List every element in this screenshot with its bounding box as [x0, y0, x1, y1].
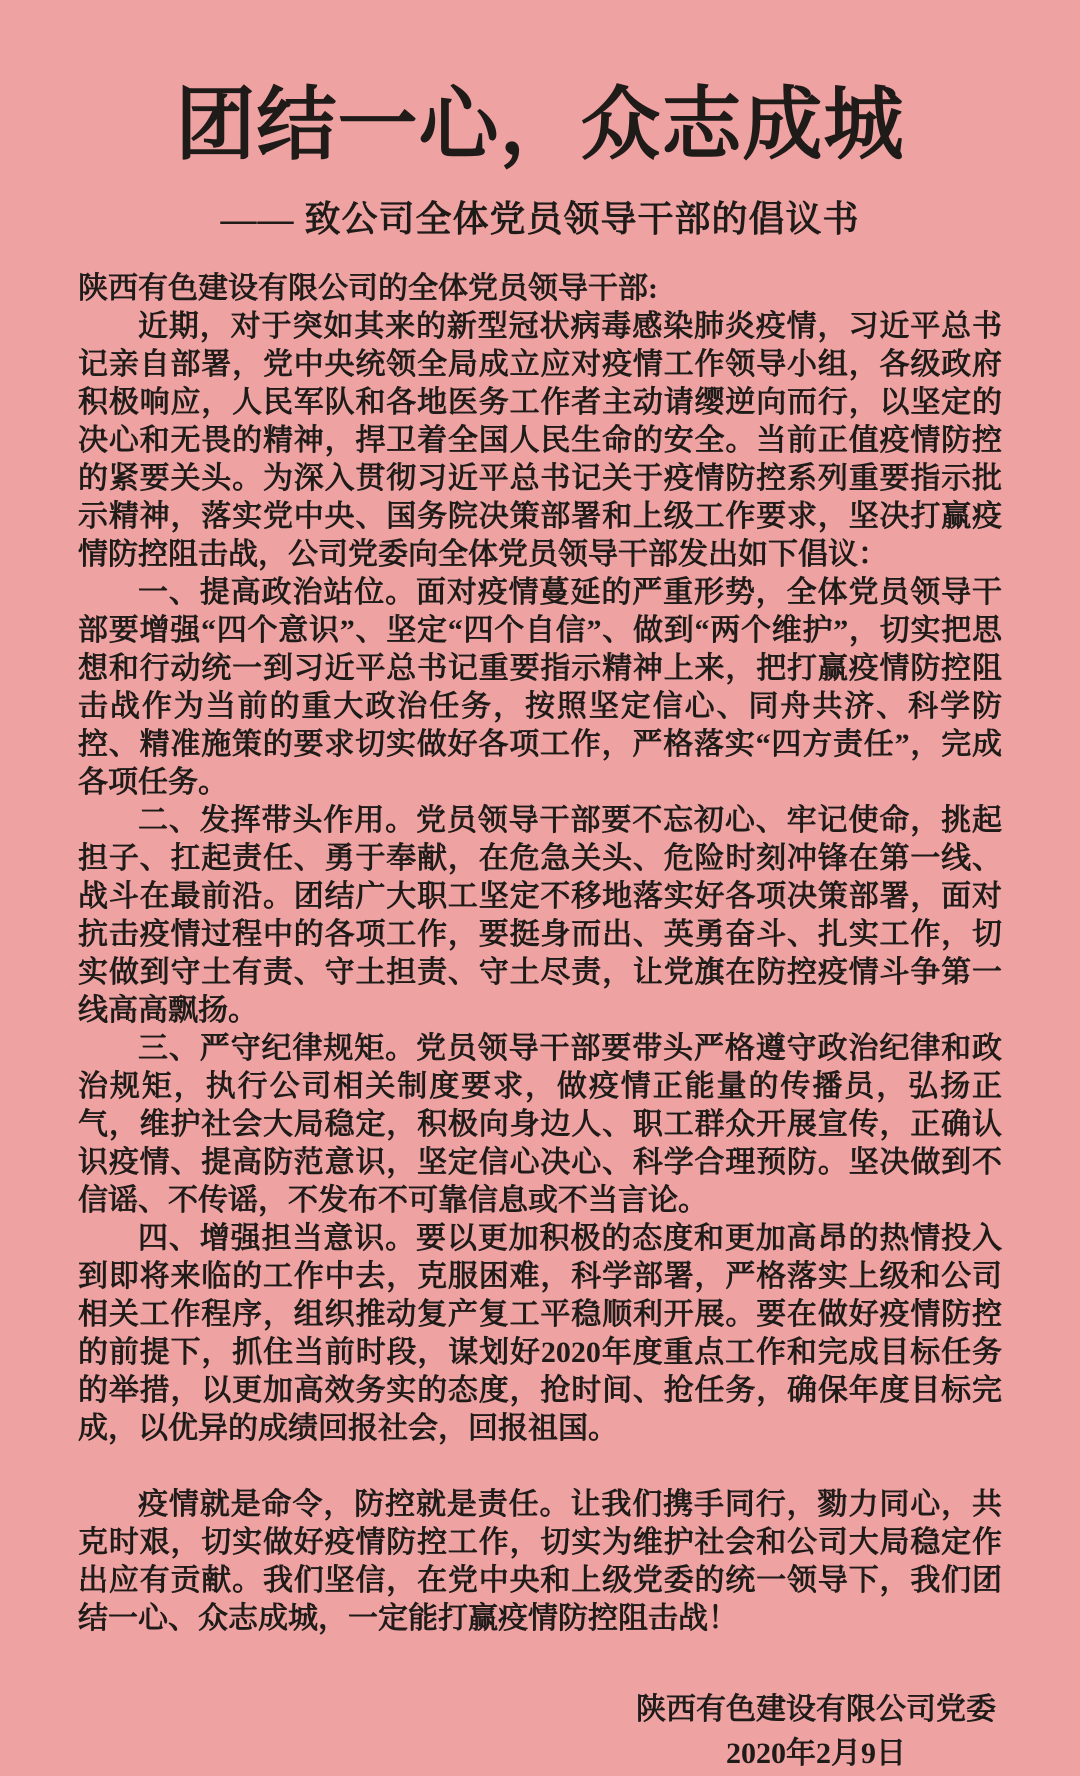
paragraph-intro: 近期，对于突如其来的新型冠状病毒感染肺炎疫情，习近平总书记亲自部署，党中央统领全局成立应对疫情工作领导小组，各级政府积极响应，人民军队和各地医务工作者主动请缨逆向而行，以坚定的决心和无畏的精神，捍卫着全国人民生命的安全。当前正值疫情防控的紧要关头。为深入贯彻习近平总书记关于疫情防控系列重要指示批示精神，落实党中央、国务院决策部署和上级工作要求，坚决打赢疫情防控阻击战，公司党委向全体党员领导干部发出如下倡议：: [78, 309, 1002, 571]
paragraph-closing: 疫情就是命令，防控就是责任。让我们携手同行，勠力同心，共克时艰，切实做好疫情防控工作，切实为维护社会和公司大局稳定作出应有贡献。我们坚信，在党中央和上级党委的统一领导下，我们团结一心、众志成城，一定能打赢疫情防控阻击战！: [78, 1487, 1002, 1635]
document-body: [78, 270, 1002, 1638]
signature-inner: [636, 1688, 996, 1776]
document-title: 团结一心，众志成城: [175, 82, 905, 170]
paragraph-item-1: 一、提高政治站位。面对疫情蔓延的严重形势，全体党员领导干部要增强“四个意识”、坚定“四个自信”、做到“两个维护”，切实把思想和行动统一到习近平总书记重要指示精神上来，把打赢疫情防控阻击战作为当前的重大政治任务，按照坚定信心、同舟共济、科学防控、精准施策的要求切实做好各项工作，严格落实“四方责任”，完成各项任务。: [78, 575, 1002, 799]
signature-date: 2020年2月9日: [726, 1736, 906, 1770]
paragraph-item-4: 四、增强担当意识。要以更加积极的态度和更加高昂的热情投入到即将来临的工作中去，克服困难，科学部署，严格落实上级和公司相关工作程序，组织推动复产复工平稳顺利开展。要在做好疫情防控的前提下，抓住当前时段，谋划好2020年度重点工作和完成目标任务的举措，以更加高效务实的态度，抢时间、抢任务，确保年度目标完成，以优异的成绩回报社会，回报祖国。: [78, 1221, 1002, 1445]
paragraph-item-3: 三、严守纪律规矩。党员领导干部要带头严格遵守政治纪律和政治规矩，执行公司相关制度要求，做疫情正能量的传播员，弘扬正气，维护社会大局稳定，积极向身边人、职工群众开展宣传，正确认识疫情、提高防范意识，坚定信心决心、科学合理预防。坚决做到不信谣、不传谣，不发布不可靠信息或不当言论。: [78, 1031, 1002, 1217]
signature-block: [0, 1688, 1080, 1776]
document-subtitle: —— 致公司全体党员领导干部的倡议书: [220, 198, 860, 239]
paragraph-item-2: 二、发挥带头作用。党员领导干部要不忘初心、牢记使命，挑起担子、扛起责任、勇于奉献，在危急关头、危险时刻冲锋在第一线、战斗在最前沿。团结广大职工坚定不移地落实好各项决策部署，面对抗击疫情过程中的各项工作，要挺身而出、英勇奋斗、扎实工作，切实做到守土有责、守土担责、守土尽责，让党旗在防控疫情斗争第一线高高飘扬。: [78, 803, 1002, 1027]
salutation: 陕西有色建设有限公司的全体党员领导干部:: [78, 271, 658, 305]
signature-org: 陕西有色建设有限公司党委: [636, 1692, 996, 1726]
